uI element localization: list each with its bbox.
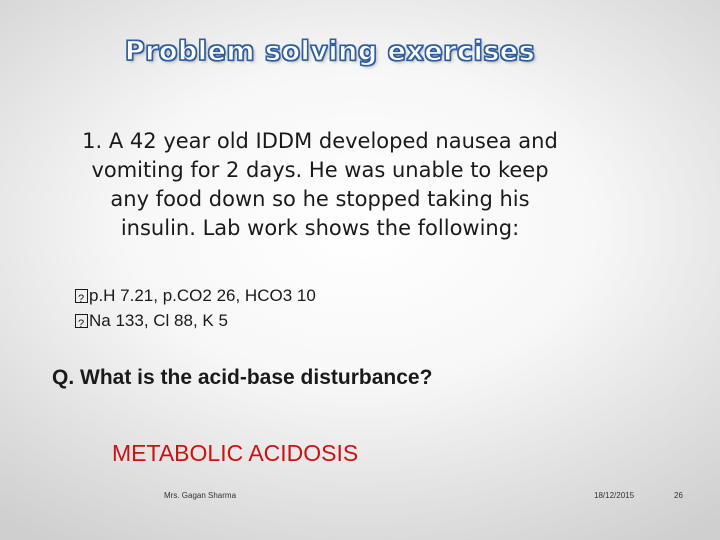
question-text: Q. What is the acid-base disturbance?	[52, 366, 433, 389]
page-number: 26	[674, 491, 683, 500]
missing-glyph-bullet-icon	[75, 314, 88, 328]
problem-line: insulin. Lab work shows the following:	[120, 216, 520, 240]
answer-text: METABOLIC ACIDOSIS	[112, 440, 359, 466]
footer-date: 18/12/2015	[594, 491, 635, 500]
list-item	[75, 283, 316, 308]
footer-author: Mrs. Gagan Sharma	[164, 491, 237, 500]
lab-value-text: Na 133, Cl 88, K 5	[89, 311, 228, 330]
problem-line: 1. A 42 year old IDDM developed nausea and	[82, 129, 558, 153]
lab-value-text: p.H 7.21, p.CO2 26, HCO3 10	[89, 286, 316, 305]
problem-line: vomiting for 2 days. He was unable to keep	[91, 158, 549, 182]
slide-title: Problem solving exercises	[124, 36, 536, 67]
list-item	[75, 308, 316, 333]
problem-statement	[30, 127, 610, 243]
lab-values-list	[75, 283, 316, 333]
problem-line: any food down so he stopped taking his	[110, 187, 530, 211]
missing-glyph-bullet-icon	[75, 289, 88, 303]
